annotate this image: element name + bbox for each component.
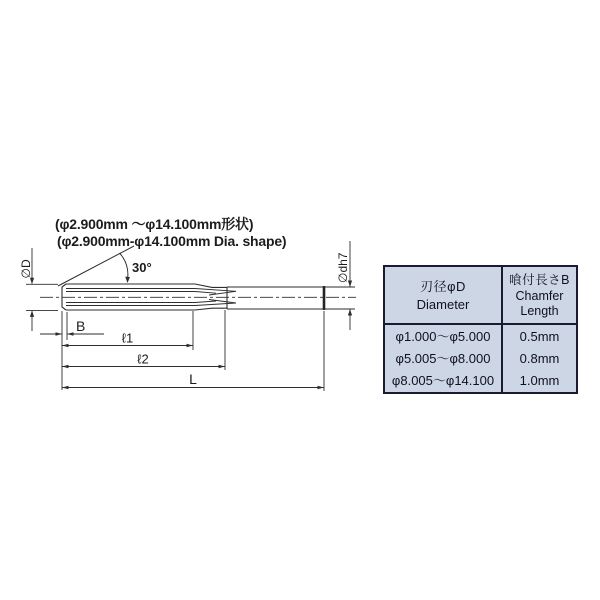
chamfer-value: 0.8mm: [519, 350, 560, 366]
header-cell-diameter: [385, 267, 503, 323]
dim-arrow: [30, 310, 34, 317]
chamfer-value: 1.0mm: [519, 372, 560, 388]
dim-arrow: [348, 309, 352, 316]
spec-table: [383, 265, 578, 394]
spec-table-header: [385, 267, 576, 325]
dim-arrow: [67, 332, 74, 336]
dim-arrow: [56, 332, 63, 336]
overall-length-label: L: [189, 371, 197, 387]
dim-arrow: [62, 386, 69, 390]
dim-arrow: [62, 344, 69, 348]
header-chamfer-en1: Chamfer: [515, 289, 564, 303]
header-cell-chamfer: [503, 267, 576, 323]
angle-arrowhead: [125, 277, 130, 283]
header-chamfer-en2: Length: [520, 304, 559, 318]
diameter-range: φ1.000～φ5.000: [395, 328, 491, 344]
shank-diameter-label: ∅dh7: [336, 252, 350, 283]
header-chamfer-jp: 喰付長さB: [509, 273, 570, 287]
shape-note-en: (φ2.900mm-φ14.100mm Dia. shape): [57, 233, 287, 249]
shank-extension-lines: [324, 287, 355, 309]
diameter-range: φ8.005～φ14.100: [391, 372, 495, 388]
spec-table-body: [385, 325, 576, 392]
chamfer-column: [503, 325, 576, 392]
dim-arrow: [318, 386, 325, 390]
blade-diameter-label: ∅D: [19, 259, 33, 279]
body-length-label: ℓ2: [137, 351, 149, 367]
diameter-column: [385, 325, 503, 392]
chamfer-length-dimension: [40, 311, 104, 390]
dim-arrow: [187, 344, 194, 348]
chamfer-angle-annotation: [58, 246, 134, 286]
dim-arrow: [219, 365, 226, 369]
chamfer-length-label: B: [76, 318, 86, 334]
chamfer-angle-label: 30°: [132, 260, 152, 275]
flute-length-label: ℓ1: [121, 330, 134, 346]
header-diameter-en: Diameter: [416, 296, 470, 312]
dim-arrow: [62, 365, 69, 369]
chamfer-value: 0.5mm: [519, 328, 560, 344]
header-diameter-jp: 刃径φD: [420, 278, 466, 294]
shape-note-jp: (φ2.900mm ～φ14.100mm形状): [55, 216, 254, 232]
diameter-range: φ5.005～φ8.000: [395, 350, 491, 366]
